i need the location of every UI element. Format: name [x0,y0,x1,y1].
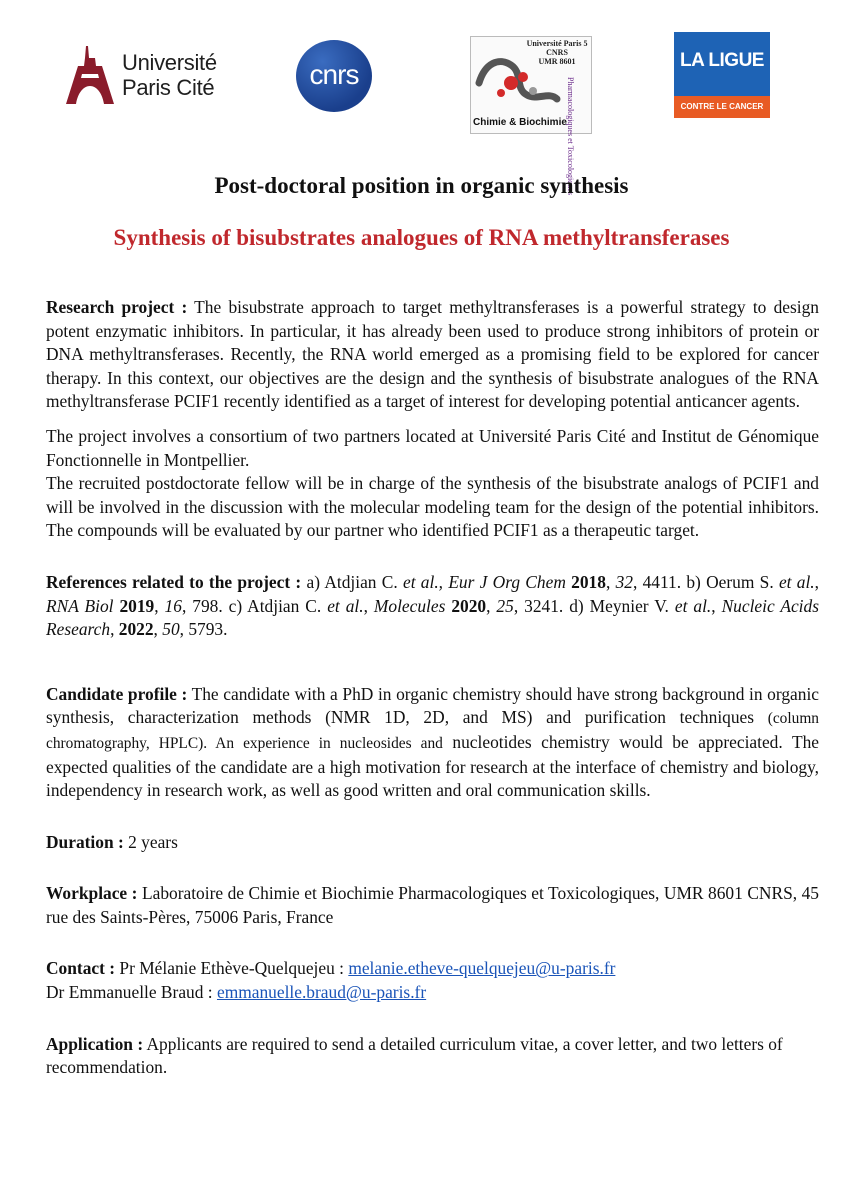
application-paragraph [46,1033,819,1080]
cnrs-logo [296,40,372,112]
duration-value: 2 years [123,831,178,852]
upc-line2: Paris Cité [122,75,215,100]
ligue-title: LA LIGUE [680,50,764,71]
ref3-author: Atdjian C. [242,595,328,616]
contact-paragraph-2 [46,981,819,1005]
references-label: References related to the project : [46,571,302,592]
candidate-label: Candidate profile : [46,683,188,704]
ref4-pages: , 5793. [179,619,228,640]
ref2-journal: RNA Biol [46,595,114,616]
document-body [46,296,819,1080]
chimie-side-text: Pharmacologiques et Toxicologiques [566,77,575,195]
ref3-year: 2020 [451,595,487,616]
ref1-journal: Eur J Org Chem [448,571,566,592]
ligue-subtitle: CONTRE LE CANCER [680,102,764,111]
candidate-paragraph [46,683,819,803]
ref2-year: 2019 [119,595,155,616]
chimie-bottom-text: Chimie & Biochimie [473,117,567,128]
project-paragraph-1: The project involves a consortium of two partners located at Université Paris Cité and Institut de Génomique Fonctionnelle in Montpellier. [46,425,819,470]
candidate-text-2: nucleotides chemistry would be appreciated. The expected qualities of the candidate are a high motivation for research at the interface of chemistry and biology, independency in research work, as well as good written and oral communication skills. [46,731,819,801]
research-text: The bisubstrate approach to target methyltransferases is a powerful strategy to design potent enzymatic inhibitors. In particular, it has already been used to produce strong inhibitors of protein or DNA methyltransferases. Recently, the RNA world emerged as a promising field to be explored for cancer therapy. In this context, our objectives are the design and the synthesis of bisubstrate analogues of the RNA methyltransferase PCIF1 recently identified as a target of interest for developing potential anticancer agents. [46,297,819,412]
page-subtitle: Synthesis of bisubstrates analogues of RNA methyltransferases [113,225,730,250]
la-ligue-logo [674,32,770,118]
cnrs-logo-text: cnrs [309,59,359,90]
references-paragraph: References related to the project : a) Atdjian C. et al., Eur J Org Chem 2018, 32, 4411. b) Oerum S. et al., RNA Biol 2019, 16, 798. c) Atdjian C. et al., Molecules 2020, 25, 3241. d) Meynier V. et al., Nucleic Acids Research, 2022, 50, 5793. [46,571,819,640]
ref1-year: 2018 [571,571,606,592]
ref2-pages: , 798. c) [181,595,243,616]
contact-email-link-2[interactable]: emmanuelle.braud@u-paris.fr [216,982,427,1003]
ref4-journal: Nucleic Acids Research [46,595,819,640]
chimie-biochimie-logo [470,36,592,195]
ref1-author: a) Atdjian C. [301,571,403,592]
duration-paragraph [46,831,819,855]
ref2-etal: et al. [778,571,815,592]
ref4-year: 2022 [118,619,154,640]
contact-email-link-1[interactable]: melanie.etheve-quelquejeu@u-paris.fr [348,958,616,979]
contact-paragraph-1 [46,957,819,981]
ref3-etal: et al. [327,595,364,616]
ref4-volume: 50 [162,619,180,640]
ref3-journal: Molecules [373,595,446,616]
upc-line1: Université [122,50,217,75]
project-paragraph-2: The recruited postdoctorate fellow will be in charge of the synthesis of the bisubstrate analogs of PCIF1 and will be involved in the discussion with the molecular modeling team for the design of the potential inhibitors. The compounds will be evaluated by our partner who identified PCIF1 as a therapeutic target. [46,473,819,541]
universite-paris-cite-logo [62,44,232,106]
chimie-top-line1: Université Paris 5 [526,39,588,48]
contact-name-2: Dr Emmanuelle Braud : [46,982,217,1003]
workplace-paragraph [46,882,819,929]
ref4-etal: et al. [674,595,712,616]
contact-label: Contact : [46,958,116,979]
candidate-text-1: The candidate with a PhD in organic chemistry should have strong background in organic synthesis, characterization methods (NMR 1D, 2D, and MS) and purification techniques [46,683,819,728]
eiffel-tower-icon [62,44,118,106]
contact-name-1: Pr Mélanie Ethève-Quelquejeu : [115,958,349,979]
chimie-top-line3: UMR 8601 [538,57,576,66]
ref3-pages: , 3241. d) [513,595,584,616]
ref2-author: Oerum S. [700,571,779,592]
chimie-top-line2: CNRS [546,48,568,57]
ref1-etal: et al., [402,571,444,592]
ref3-volume: 25 [496,595,514,616]
duration-label: Duration : [46,831,124,852]
ref2-volume: 16 [164,595,182,616]
candidate-text-small: (column chromatography, HPLC). An experience in nucleosides and [46,710,819,752]
chimie-top-text [525,39,589,66]
upc-logo-text [122,50,217,100]
application-value: Applicants are required to send a detailed curriculum vitae, a cover letter, and two letters of recommendation. [46,1033,783,1078]
workplace-label: Workplace : [46,883,138,904]
research-label: Research project : [46,297,188,317]
ref1-volume: 32 [615,571,633,592]
workplace-value: Laboratoire de Chimie et Biochimie Pharmacologiques et Toxicologiques, UMR 8601 CNRS, 45 rue des Saints-Pères, 75006 Paris, France [46,883,820,927]
ref1-pages: , 4411. b) [632,571,701,592]
ref4-author: Meynier V. [583,595,675,616]
page-title: Post-doctoral position in organic synthesis [214,173,629,198]
research-paragraph [46,296,819,414]
application-label: Application : [46,1033,144,1054]
